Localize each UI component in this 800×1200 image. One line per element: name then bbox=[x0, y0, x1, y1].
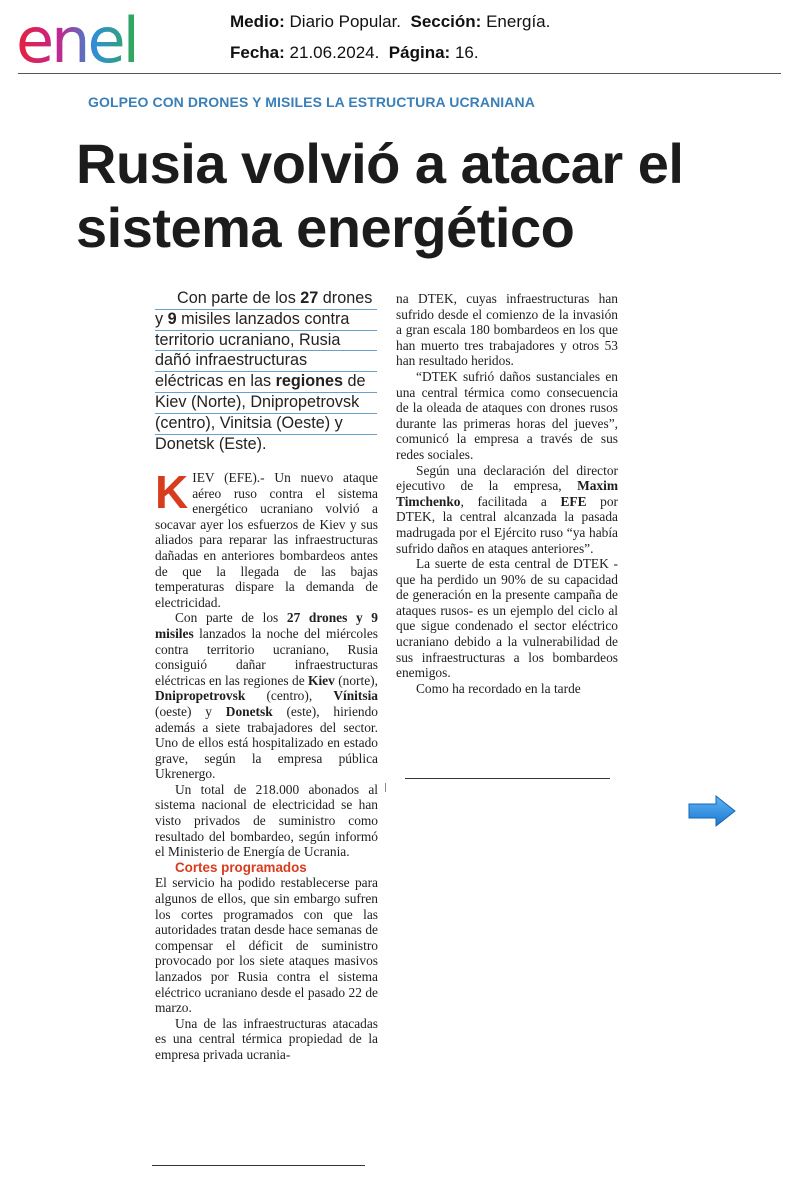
lead-line: eléctricas en las regiones de bbox=[155, 372, 377, 393]
lead-line: (centro), Vinitsia (Oeste) y bbox=[155, 414, 377, 435]
column-end-rule bbox=[152, 1165, 365, 1166]
column-end-rule bbox=[405, 778, 610, 779]
article-column-2 bbox=[396, 291, 618, 696]
body-paragraph: “DTEK sufrió daños sustanciales en una central térmica como consecuencia de la oleada de ataques con drones rusos durante las primeras horas del jueves”, comunicó la empresa a través de sus redes sociales. bbox=[396, 368, 618, 462]
body-paragraph: Como ha recordado en la tarde bbox=[416, 680, 581, 696]
enel-logo bbox=[16, 6, 181, 72]
fecha-label: Fecha: bbox=[230, 43, 285, 62]
body-paragraph: Con parte de los 27 drones y 9 misiles lanzados la noche del miércoles contra territorio ucraniano, Rusia consiguió dañar infraestructuras eléctricas en las regiones de Kiev (norte), Dnipropetrovsk (centro), Vínitsia (oeste) y Donetsk (este), hiriendo además a siete trabajadores del sector. Uno de ellos está hospitalizado en estado grave, según la empresa pública Ukrenergo. bbox=[155, 610, 379, 782]
seccion-label: Sección: bbox=[410, 12, 482, 31]
article-headline bbox=[76, 132, 776, 260]
arrow-right-icon[interactable] bbox=[686, 793, 738, 829]
header-divider bbox=[18, 73, 781, 74]
medio-value: Diario Popular. bbox=[289, 12, 402, 31]
lead-line: Kiev (Norte), Dnipropetrovsk bbox=[155, 393, 377, 414]
body-paragraph: Un total de 218.000 abonados al sistema nacional de electricidad se han visto privados de suministro como resultado del bombardeo, según informó el Ministerio de Energía de Ucrania. bbox=[155, 781, 378, 860]
body-paragraph: na DTEK, cuyas infraestructuras han sufrido desde el comienzo de la invasión a gran escala 180 bombardeos en los que han muerto tres trabajadores y otros 53 han resultado heridos. bbox=[396, 291, 618, 369]
svg-text:enel: enel bbox=[16, 6, 137, 72]
fecha-value: 21.06.2024. bbox=[289, 43, 380, 62]
seccion-value: Energía. bbox=[486, 12, 551, 31]
lead-line: y 9 misiles lanzados contra bbox=[155, 310, 377, 331]
headline-line-2: sistema energético bbox=[76, 196, 575, 259]
lead-line: Con parte de los 27 drones bbox=[155, 289, 377, 310]
body-paragraph: La suerte de esta central de DTEK -que ha perdido un 90% de su capacidad de generación en la presente campaña de ataques rusos- es un ejemplo del ciclo al que sigue condenado el sector eléctrico ucraniano debido a la vulnerabilidad de sus infraestructuras a los bombardeos enemigos. bbox=[396, 556, 618, 681]
body-paragraph: KIEV (EFE).- Un nuevo ataque aéreo ruso contra el sistema energético ucraniano volvió a socavar ayer los esfuerzos de Kiev y sus aliados para reparar las infraestructuras dañadas en anteriores bombardeos antes de que la llegada de las bajas temperaturas dispare la demanda de electricidad. bbox=[155, 466, 378, 610]
clipping-header bbox=[0, 0, 800, 80]
medio-label: Medio: bbox=[230, 12, 285, 31]
article-column-1 bbox=[155, 466, 379, 1063]
lead-line: dañó infraestructuras bbox=[155, 351, 377, 372]
body-paragraph: Según una declaración del director ejecutivo de la empresa, Maxim Timchenko, facilitada a EFE por DTEK, la central alcanzada la pasada madrugada por el Ejército ruso “ya había sufrido daños en ataques anteriores”. bbox=[396, 462, 618, 556]
dropcap: K bbox=[155, 466, 189, 518]
headline-line-1: Rusia volvió a atacar el bbox=[76, 132, 684, 195]
article-kicker: GOLPEO CON DRONES Y MISILES LA ESTRUCTURA UCRANIANA bbox=[88, 94, 535, 110]
body-paragraph: Una de las infraestructuras atacadas es una central térmica propiedad de la empresa privada ucrania- bbox=[155, 1015, 378, 1062]
lead-line: territorio ucraniano, Rusia bbox=[155, 331, 377, 352]
section-subhead: Cortes programados bbox=[175, 859, 307, 875]
article-lead bbox=[155, 289, 377, 454]
pagina-value: 16. bbox=[454, 43, 479, 62]
pagina-label: Página: bbox=[388, 43, 451, 62]
column-divider-tick bbox=[385, 783, 386, 792]
body-paragraph: El servicio ha podido restablecerse para algunos de ellos, que sin embargo sufren los cortes programados con que las autoridades tratan desde hace semanas de compensar el déficit de suministro provocado por los siete ataques masivos lanzados por Rusia contra el sistema eléctrico ucraniano desde el pasado 22 de marzo. bbox=[155, 875, 378, 1016]
clipping-meta bbox=[230, 6, 550, 68]
lead-line: Donetsk (Este). bbox=[155, 434, 267, 453]
